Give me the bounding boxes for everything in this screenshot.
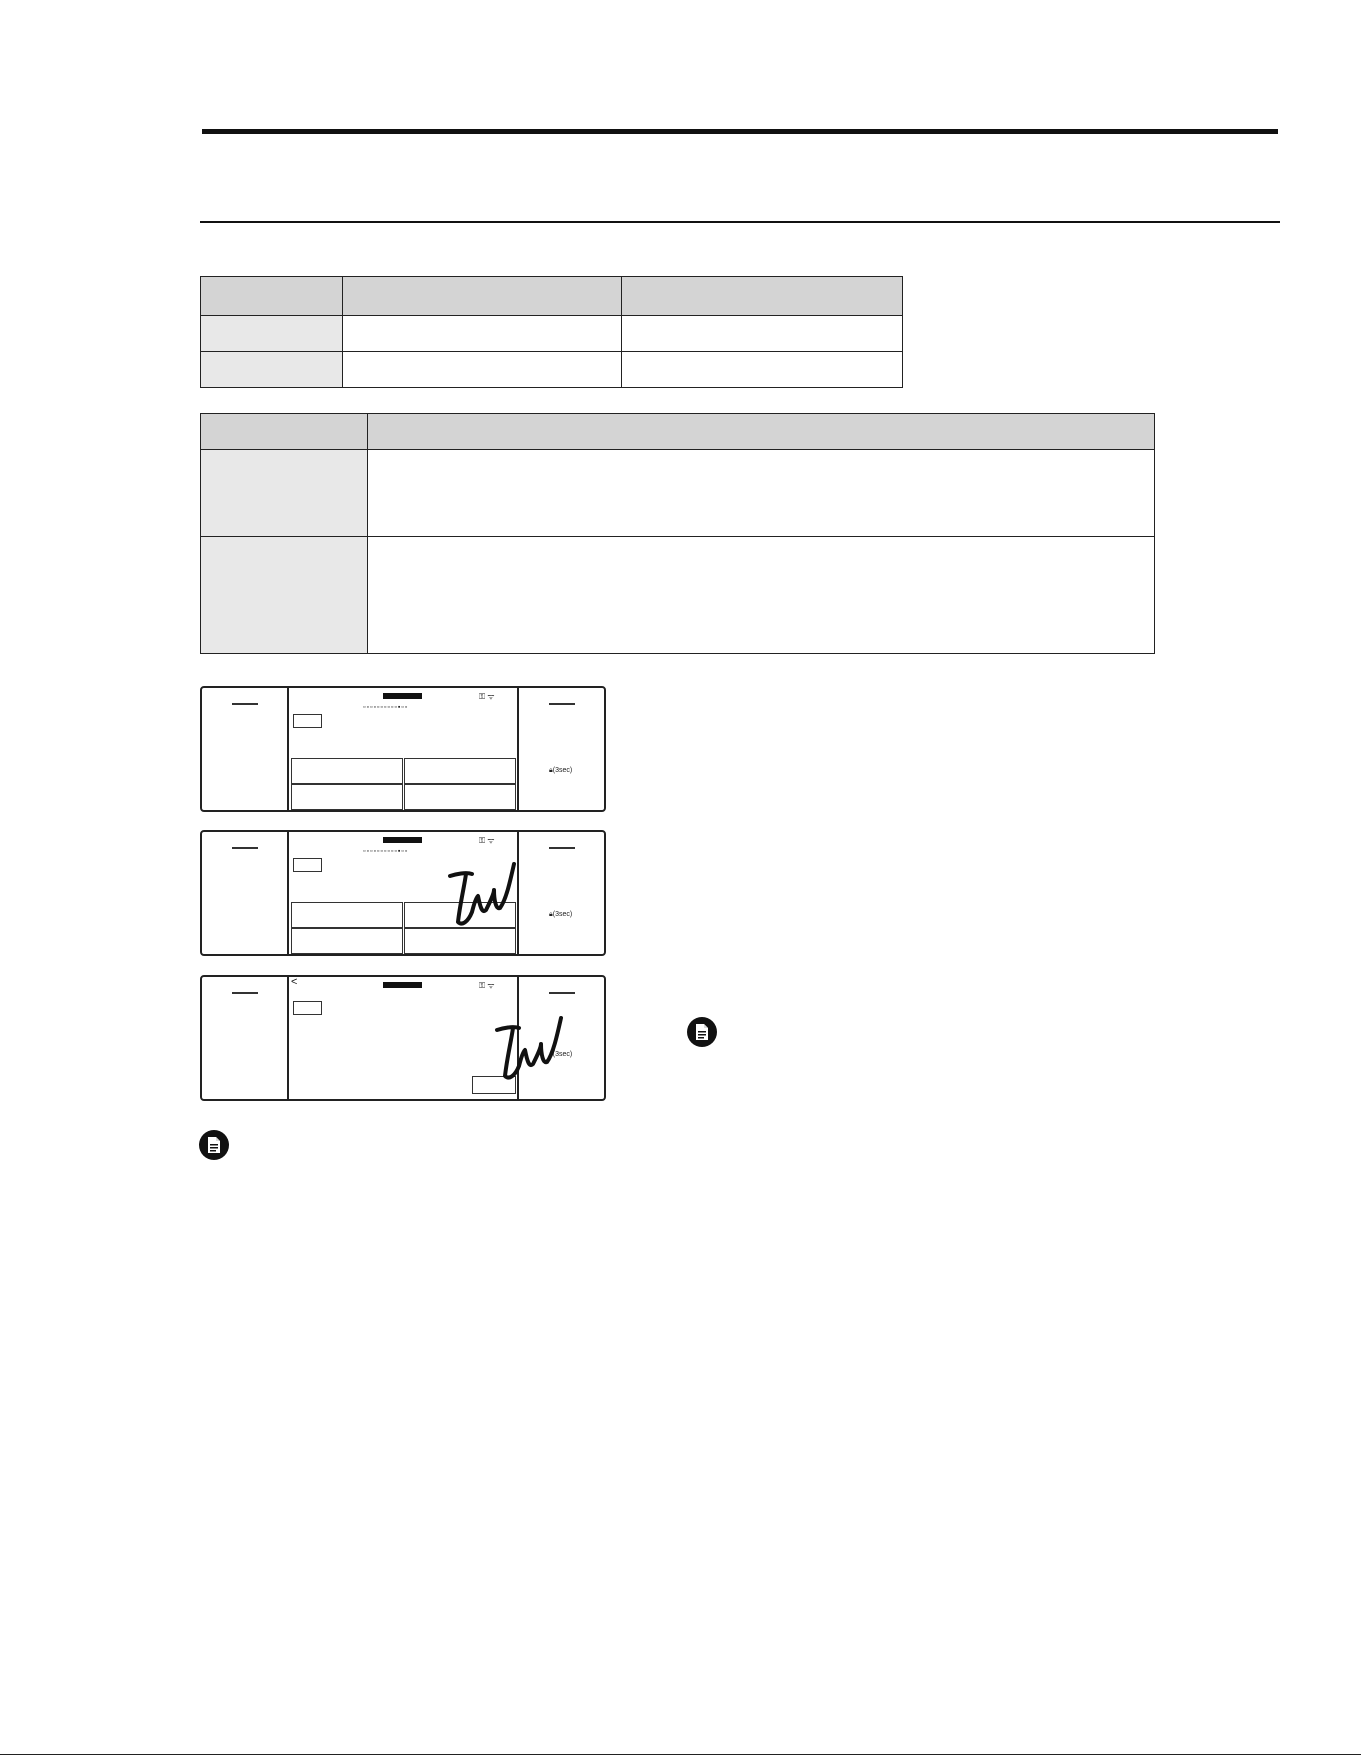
note-icon (687, 1017, 717, 1047)
lock-timer-label: 🔒︎(3sec) (549, 767, 573, 774)
panel-divider (232, 992, 258, 994)
display-button (404, 784, 516, 810)
table-cell (622, 277, 903, 316)
table-row (201, 352, 903, 388)
header-rule-thick (202, 129, 1278, 134)
spec-table-1 (200, 276, 903, 388)
wifi-icon: ⚿ ᯤ (479, 692, 495, 701)
lock-icon: 🔒︎ (549, 1051, 553, 1058)
display-button (291, 928, 403, 954)
control-panel-illustration-3 (200, 975, 606, 1101)
document-glyph (694, 1023, 710, 1041)
lock-timer-label: 🔒︎(3sec) (549, 1051, 573, 1058)
display-button (291, 784, 403, 810)
table-cell (343, 277, 622, 316)
header-rule-thin (200, 221, 1280, 223)
table-row (201, 414, 1155, 450)
control-panel-illustration-1 (200, 686, 606, 812)
display-button (291, 758, 403, 784)
display-mini-box (293, 1001, 322, 1015)
lock-timer-label: 🔒︎(3sec) (549, 911, 573, 918)
display-mini-box (293, 714, 322, 728)
table-cell (343, 352, 622, 388)
note-icon (199, 1130, 229, 1160)
panel-left-section (202, 688, 289, 810)
display-button (404, 758, 516, 784)
panel-right-section (517, 688, 604, 810)
panel-divider (232, 847, 258, 849)
table-cell (201, 352, 343, 388)
panel-divider (549, 703, 575, 705)
table-row (201, 316, 903, 352)
hand-pointer-icon (442, 860, 520, 930)
table-row (201, 450, 1155, 537)
display-mini-box (293, 858, 322, 872)
table-cell (622, 316, 903, 352)
wifi-icon: ⚿ ᯤ (479, 981, 495, 990)
page-indicator: ▫▫▫▫▫▫▫▫▫▫▪▫▫ (363, 704, 409, 711)
display-title-bar (383, 982, 422, 988)
table-row (201, 537, 1155, 654)
panel-divider (549, 847, 575, 849)
lock-icon: 🔒︎ (549, 911, 553, 918)
table-cell (201, 316, 343, 352)
spec-table-2 (200, 413, 1155, 654)
lock-icon: 🔒︎ (549, 767, 553, 774)
table-cell (368, 414, 1155, 450)
table-cell (201, 537, 368, 654)
panel-display (289, 688, 517, 810)
footer-rule (0, 1754, 1361, 1755)
display-button (404, 928, 516, 954)
panel-divider (232, 703, 258, 705)
table-cell (622, 352, 903, 388)
table-cell (368, 450, 1155, 537)
panel-left-section (202, 977, 289, 1099)
display-button (291, 902, 403, 928)
table-cell (201, 414, 368, 450)
table-cell (201, 277, 343, 316)
back-chevron-icon: < (291, 976, 298, 988)
display-title-bar (383, 693, 422, 699)
document-glyph (206, 1136, 222, 1154)
display-title-bar (383, 837, 422, 843)
table-cell (343, 316, 622, 352)
wifi-icon: ⚿ ᯤ (479, 836, 495, 845)
hand-pointer-icon (489, 1014, 567, 1084)
page-indicator: ▫▫▫▫▫▫▫▫▫▫▪▫▫ (363, 848, 409, 855)
table-cell (368, 537, 1155, 654)
table-cell (201, 450, 368, 537)
panel-display (289, 977, 517, 1099)
table-row (201, 277, 903, 316)
control-panel-illustration-2 (200, 830, 606, 956)
panel-divider (549, 992, 575, 994)
panel-right-section (517, 832, 604, 954)
panel-left-section (202, 832, 289, 954)
